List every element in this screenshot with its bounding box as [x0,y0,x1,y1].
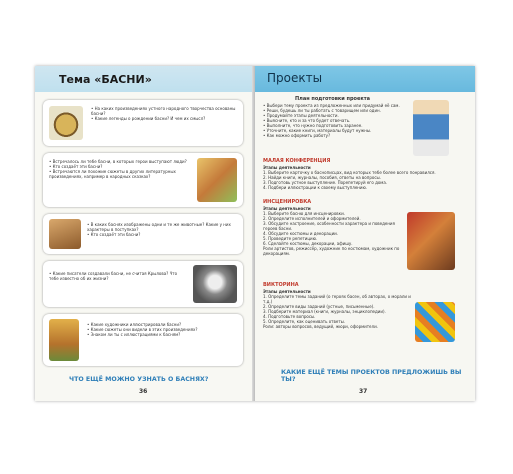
question-card-3 [43,214,243,254]
right-footer-question: КАКИЕ ЕЩЁ ТЕМЫ ПРОЕКТОВ ПРЕДЛОЖИШЬ ВЫ ТЫ? [281,369,462,383]
illustration-art [49,319,79,361]
question-card-2 [43,153,243,207]
illustration-quiz-cubes [415,302,455,342]
illustration-boy [413,100,449,156]
left-footer-question: ЧТО ЕЩЁ МОЖНО УЗНАТЬ О БАСНЯХ? [69,376,209,383]
illustration-jar [49,106,83,140]
section-staging-title: ИНСЦЕНИРОВКА [263,199,312,205]
question-card-1 [43,100,243,146]
plan-list: • Выбери тему проекта из предложенных или придумай её сам. • Реши, будешь ли ты работать с товарищем или один. • Продумайте этапы деятельности. • Выясните, кто и за что будет отвечать. • Выполните, что нужно подготовить заранее. • Уточните, какие книги, материалы будут нужны. • Как можно оформить работу? [263,103,400,138]
question-card-5 [43,314,243,366]
right-page [255,66,475,401]
illustration-fox [49,219,81,249]
section-staging-body: Этапы деятельности 1. Выберите басню для инсценировки. 2. Определите исполнителей и оформителей. 3. Обсудите настроение, особенности характера и поведения героев басни. 4. Обсудите костюмы и декорации. 5. Проведите репетицию. 6. Сделайте костюмы, декорации, афишу. Роли артистов, режиссёр, художник по костюмам, художник по декорациям. [263,206,400,256]
card-1-text: • На каких произведениях устного народного творчества основаны басни? • Какие легенды о рождении басни? И чем их смысл? [91,106,236,121]
card-2-text: • Встречалось ли тебе басни, в которых герои выступают люди? • Кто создаёт эти басни? • Встречаются ли похожие сюжеты в других литературных произведениях, например в народных сказках? [49,159,187,179]
plan-title: План подготовки проекта [295,96,371,102]
card-5-text: • Какие художники иллюстрировали басни? • Какие сюжеты они видели в этих произведениях? • Знаком ли ты с иллюстрациями к басням? [87,322,198,337]
section-quiz-title: ВИКТОРИНА [263,282,299,288]
card-4-text: • Какие писатели создавали басни, не считая Крылова? Что тебе известно об их жизни? [49,271,178,281]
right-page-number: 37 [359,388,368,395]
left-page [35,66,255,401]
section-quiz-body: Этапы деятельности 1. Определите темы заданий (о героях басен, об авторах, о морали и т.д.) 2. Определите виды заданий (устные, письменные). 3. Подберите материал (книги, журналы, энциклопедии). 4. Подготовьте вопросы. 5. Определите, как оценивать ответы. Роли: авторы вопросов, ведущий, жюри, оформители. [263,289,411,329]
left-page-number: 36 [139,388,148,395]
book-spread [35,66,475,401]
right-page-header [255,66,475,92]
left-page-title: Тема «БАСНИ» [59,73,152,86]
section-conference-body: Этапы деятельности 1. Выберите карточку о баснописцах, вид которых тебе более всего понравился. 2. Найди книги, журналы, пособия, ответы на вопросы. 3. Подготовь устное выступление. Порепетируй его дома. 4. Подбери иллюстрации к своему выступлению. [263,165,436,190]
left-page-header [35,66,255,92]
right-page-title: Проекты [267,71,323,85]
portrait-writer [193,265,237,303]
section-conference-title: МАЛАЯ КОНФЕРЕНЦИЯ [263,158,331,164]
card-3-text: • В каких баснях изображены одни и те же животные? Какие у них характеры в поступках? • Кто создаёт эти басни? [87,222,231,237]
illustration-animals [197,158,237,202]
question-card-4 [43,261,243,307]
illustration-actors [407,212,455,270]
